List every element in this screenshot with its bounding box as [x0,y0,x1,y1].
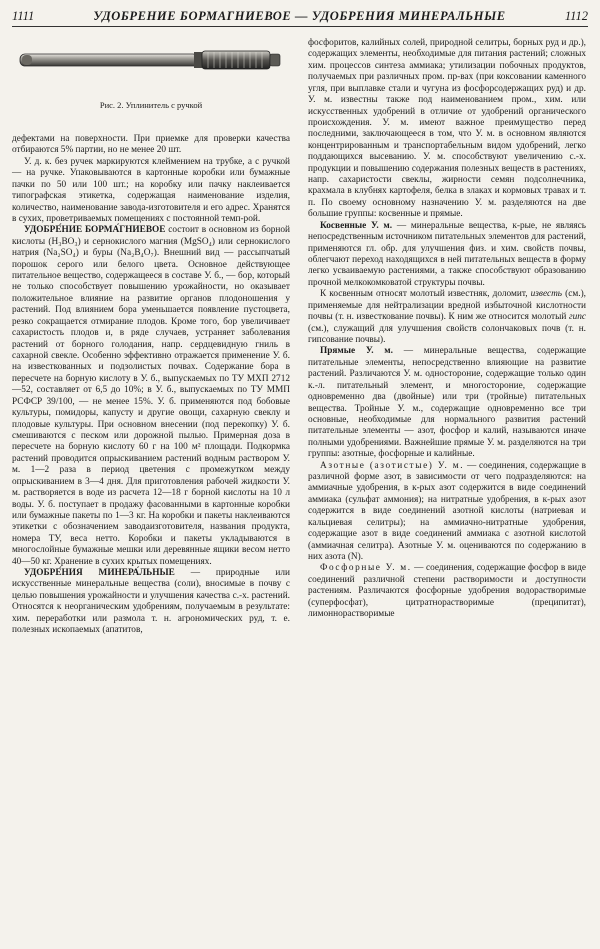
subentry-heading: Косвенные У. м. [320,220,393,231]
text-run: (см.), служащий для улучшения свойств солончаковых почв (т. н. гипсование почвы). [308,323,586,345]
entry-heading: УДОБРЕ́НИЯ МИНЕРА́ЛЬНЫЕ [24,568,175,579]
cross-reference: гипс [568,312,586,323]
extender-handle-illustration [18,40,284,96]
paragraph: У. д. к. без ручек маркируются клеймением на трубке, а с ручкой — на ручке. Упаковываются в картонные коробки или бумажные пачки по 50 или 100 шт.; на коробку или пачку наклеивается типографская этикетка, содержащая наименование изделия, количество, наименование завода-изготовителя и его адрес. Хранятся в сухих, проветриваемых помещениях с постоянной темп-рой. [12,156,290,224]
cross-reference: известь [530,289,563,300]
subentry-heading: Фосфорные У. м. [320,563,412,574]
subentry-phosphorus [308,563,586,620]
left-column [12,38,290,637]
subentry-nitrogen [308,461,586,564]
entry-text: состоит в основном из борной кислоты (H₃BO₃) и сернокислого магния (MgSO₄) или сернокислого натрия (Na₂SO₄) и буры (Na₂B₄O₇). Внешний вид — рассыпчатый порошок серого или белого цвета. Основное действующее питательное вещество, содержащееся в составе У. б., — бор, который не только способствует повышению урожайности, но оказывает положительное влияние на развитие органов плодоношения у растений. Под влиянием бора уменьшается появление пустоцвета, резко сокращается отмирание плодов. Кроме того, бор увеличивает сахаристость плодов и, в ряде случаев, устраняет заболевания растений от борного голодания, напр. сердцевидную гниль в сахарной свекле. Особенно эффективно отражается применение У. б. на известкованных и подзолистых почвах. Содержание бора в пересчете на борную кислоту в У. б., выпускаемых по ТУ МХП 2712—52, составляет от 6,5 до 10%; в У. б., выпускаемых по ТУ ММП РСФСР 39/100, — не менее 15%. У. б. применяются под бобовые культуры, помидоры, капусту и другие овощи, сахарную свеклу и плодовые культуры. При основном внесении (под перекопку) У. б. смешиваются с песком или дорожной пылью. Примерная доза в пересчете на борную кислоту 60 г на 100 м² площади. Подкормка растений проводится опрыскиванием растений водным раствором У. м. 1—2 раза в период цветения с промежутком между опрыскиванием в 3—4 дня. Для приготовления рабочей жидкости У. м. растворяется в воде из расчета 12—18 г борной кислоты на 10 л воды. У. б. поступает в продажу фасованными в картонные коробки или бумажные пакеты по 1—3 кг. На коробки и пакеты наклеиваются этикетки с обозначением заводаизготовителя, названия продукта, номера ТУ, веса нетто. Коробки и пакеты укладываются в многослойные бумажные мешки или деревянные ящики весом нетто 40—50 кг. Хранение в сухих крытых помещениях. [12,225,290,567]
entry-heading: УДОБРЕ́НИЕ БОРМА́ГНИЕВОЕ [24,225,166,236]
paragraph: дефектами на поверхности. При приемке для проверки качества отбираются 5% партии, но не менее 20 шт. [12,134,290,156]
subentry-text: — минеральные вещества, содержащие питательные элементы, непосредственно влияющие на развитие растений. Различаются У. м. одностороние, содержащие только один к.-л. питательный элемент, и многостороние, содержащие одновременно два (двойные) или три (тройные) питательных вещества. Тройные У. м., содержащие одновременно все три основные, необходимые для нормального развития растений питательные элементы — азот, фосфор и калий, называются иначе полными удобрениями. Важнейшие прямые У. м. разделяются на три группы: азотные, фосфорные и калийные. [308,346,586,460]
subentry-heading: Азотные (азотистые) У. м. [320,460,465,471]
entry-mineralnye [12,568,290,637]
figure [12,38,290,134]
figure-caption: Рис. 2. Уплинитель с ручкой [99,100,203,110]
subentry-heading: Прямые У. м. [320,346,393,357]
subentry-text: — соединения, содержащие в различной форме азот, в зависимости от чего подразделяются: на аммиачные удобрения, в к-рых азот содержится в виде соединений аммиака (сульфат аммония); на нитратные удобрения, в к-рых азот содержится в виде соединений азотной кислоты (натриевая и кальциевая селитры); на аммиачно-нитратные удобрения, содержащие азот в виде соединений аммиака с азотной кислотой (аммиачная селитра). Азотные У. м. оцениваются по содержанию в них азота (N). [308,460,586,562]
subentry-direct [308,346,586,460]
subentry-text: — соединения, содержащие фосфор в виде соединений различной степени растворимости и доступности растениям. Различаются фосфорные удобрения водорастворимые (суперфосфат), цитратнорастворимые (преципитат), лимоннорастворимые [308,563,586,620]
running-header [12,6,588,27]
right-column [308,38,586,621]
text-run: К косвенным относят молотый известняк, доломит, [320,289,528,300]
paragraph: фосфоритов, калийных солей, природной селитры, борных руд и др.), содержащих элементы, необходимые для питания растений; сложных хим. процессов синтеза аммиака; утилизации побочных продуктов, получаемых при различных пром. пр-вах (при коксовании каменного угля, при выплавке стали и чугуна из фосфорсодержащих руд) и др. У. м. известны также под наименованием пром., хим. или искусственных удобрений в отличие от удобрений органического происхождения. У. м. имеют важное преимущество перед последними, заключающееся в том, что У. м. в основном являются концентрированным и транспортабельным видом удобрений, легко поддающихся высеванию. У. м. способствуют увеличению с.-х. продукции и повышению содержания полезных веществ в растениях, напр. сахаристости свеклы, жирности семян подсолнечника, крахмала в клубнях картофеля, белка в злаках и кормовых травах и т. п. По своему основному назначению У. м. разделяются на две большие группы: косвенные и прямые. [308,38,586,220]
page-number-right: 1112 [564,8,588,23]
subentry-text: — минеральные вещества, к-рые, не являясь непосредственным источником питательных элементов для растений, применяются гл. обр. для улучшения физ. и хим. свойств почвы, облегчают переход находящихся в ней питательных веществ в форму легко усваиваемую растениями, а также способствуют образованию прочной мелкокомковатой структуры почвы. [308,220,587,288]
page-number-left: 1111 [12,8,35,23]
entry-text: — природные или искусственные минеральные вещества (соли), вносимые в почву с целью повышения урожайности и улучшения качества с.-х. растений. Относятся к неорганическим удобрениям, получаемым в результате: хим. переработки или размола т. н. агрономических руд, т. е. полезных ископаемых (апатитов, [12,568,290,636]
entry-bormagnievoe [12,225,290,568]
subentry-indirect [308,221,586,290]
paragraph [308,289,586,346]
header-title: УДОБРЕНИЕ БОРМАГНИЕВОЕ — УДОБРЕНИЯ МИНЕРАЛЬНЫЕ [93,8,506,23]
text-run: (см.), применяемые для нейтрализации вредной избыточной кислотности почвы (т. н. известкование почвы). К ним же относится молотый [308,289,586,323]
